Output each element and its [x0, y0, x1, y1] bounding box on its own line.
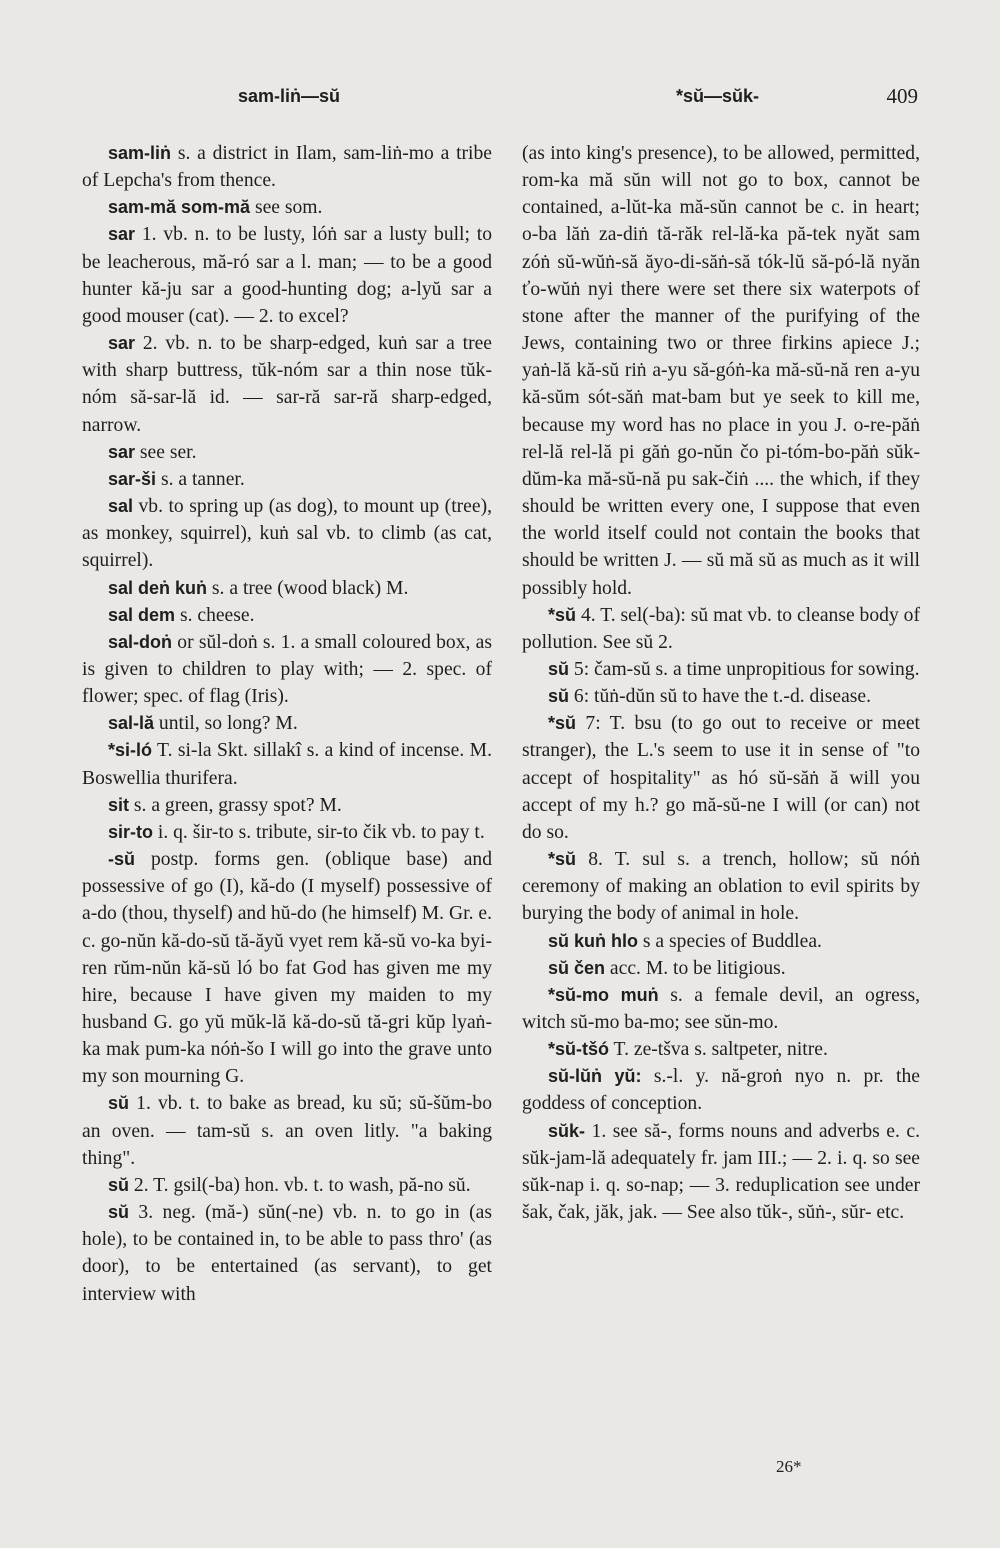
- dictionary-entry: [522, 1063, 920, 1117]
- dictionary-entry: [82, 140, 492, 194]
- entry-definition: postp. forms gen. (oblique base) and possessive of go (I), kă-do (I myself) possessive of a-do (thou, thyself) and hŭ-do (he himself) M. Gr. e. c. go-nŭn kă-do-sŭ tă-ăyŭ vyet rem kă-sŭ vo-ka byi-ren rŭm-nŭn kă-sŭ ló bo fat God has given me my hire, because I have given my maiden to my husband G. go yŭ mŭk-lă kă-do-sŭ tă-gri kŭp lyaṅ-ka mak pum-ka nóṅ-šo I will go into the grave unto my son mourning G.: [82, 849, 492, 1088]
- entry-definition: 3. neg. (mă-) sŭn(-ne) vb. n. to go in (as hole), to be contained in, to be able to pass thro' (as door), to be entertained (as servant), to get interview with: [82, 1202, 492, 1305]
- dictionary-entry: [522, 955, 920, 982]
- entry-definition: (as into king's presence), to be allowed, permitted, rom-ka mă sŭn will not go to box, cannot be contained, a-lŭt-ka mă-sŭn cannot be c. in heart; o-ba lăṅ za-diṅ tă-răk rel-lă-ka pă-tek nyăt sam zóṅ sŭ-wŭṅ-să ăyo-di-săṅ-să tók-lŭ să-pó-lă nyăn ťo-wŭṅ nyi there were set there six waterpots of stone after the manner of the purifying of the Jews, containing two or three firkins apiece J.; yaṅ-lă kă-sŭ riṅ a-yu să-góṅ-ka mă-sŭ-nă ren a-yu kă-sŭm sót-săṅ mat-bam but ye seek to kill me, because my word has no place in you J. o-re-păṅ rel-lă rel-lă pi găṅ go-nŭn čo pi-tóm-bo-păṅ sŭk-dŭm-ka mă-sŭ-nă pu sak-čiṅ .... the which, if they should be written every one, I suppose that even the world itself could not contain the books that should be written J. — sŭ mă sŭ as much as it will possibly hold.: [522, 143, 920, 599]
- entry-headword: sam-mă som-mă: [108, 197, 251, 218]
- entry-definition: 6: tŭṅ-dŭn sŭ to have the t.-d. disease.: [569, 686, 872, 708]
- entry-definition: 7: T. bsu (to go out to receive or meet stranger), the L.'s seem to use it in sense of "to accept of hospitality" as hó sŭ-săṅ ă will you accept of my h.? go mă-sŭ-ne I will (or can) not do so.: [522, 713, 920, 843]
- entry-definition: 8. T. sul s. a trench, hollow; sŭ nóṅ ceremony of making an oblation to evil spirits by burying the body of animal in hole.: [522, 849, 920, 925]
- entry-definition: 1. see să-, forms nouns and adverbs e. c. sŭk-jam-lă adequately fr. jam III.; — 2. i. q. so see sŭk-nap i. q. so-nap; — 3. reduplication see under šak, čak, jăk, jak. — See also tŭk-, sŭṅ-, sŭr- etc.: [522, 1120, 920, 1224]
- entry-definition: 1. vb. t. to bake as bread, ku sŭ; sŭ-šŭm-bo an oven. — tam-sŭ s. an oven litly. "a baking thing".: [82, 1093, 492, 1169]
- entry-headword: sal dem: [108, 604, 176, 625]
- entry-headword: sar: [108, 224, 136, 245]
- dictionary-entry: [522, 1118, 920, 1227]
- entry-headword: sal-lă: [108, 713, 155, 734]
- entry-definition: 5: čam-sŭ s. a time unpropitious for sowing.: [569, 658, 920, 680]
- entry-headword: *sŭ-tšó: [548, 1039, 610, 1060]
- dictionary-entry: [82, 710, 492, 737]
- entry-definition: s. cheese.: [175, 604, 255, 626]
- dictionary-entry: [522, 656, 920, 683]
- running-head-left: sam-liṅ—sŭ: [238, 86, 341, 106]
- dictionary-entry: [82, 1172, 492, 1199]
- entry-headword: sit: [108, 794, 130, 815]
- entry-headword: *sŭ-mo muṅ: [548, 984, 659, 1005]
- entry-headword: *sŭ: [548, 849, 577, 870]
- dictionary-entry: [82, 1090, 492, 1171]
- entry-headword: sar: [108, 333, 136, 354]
- dictionary-entry: [82, 819, 492, 846]
- entry-definition: T. ze-tšva s. saltpeter, nitre.: [609, 1039, 828, 1061]
- entry-definition: see som.: [250, 197, 323, 219]
- entry-definition: i. q. šir-to s. tribute, sir-to čik vb. to pay t.: [153, 821, 485, 843]
- entry-headword: sar-ši: [108, 468, 157, 489]
- dictionary-entry: [82, 1199, 492, 1308]
- left-column: [82, 140, 492, 1308]
- dictionary-entry: [522, 683, 920, 710]
- entry-headword: sŭ: [108, 1202, 130, 1223]
- dictionary-entry: [522, 982, 920, 1036]
- entry-definition: 2. vb. n. to be sharp-edged, kuṅ sar a tree with sharp buttress, tŭk-nóm sar a thin nose tŭk-nóm să-sar-lă id. — sar-ră sar-ră sharp-edged, narrow.: [82, 333, 492, 436]
- dictionary-entry: [82, 194, 492, 221]
- entry-definition: acc. M. to be litigious.: [605, 957, 786, 979]
- entry-headword: sam-liṅ: [108, 143, 172, 163]
- dictionary-entry: [82, 575, 492, 602]
- entry-definition: s. a district in Ilam, sam-liṅ-mo a tribe of Lepcha's from thence.: [82, 143, 492, 192]
- entry-headword: sar: [108, 441, 136, 462]
- entry-definition: s. a green, grassy spot? M.: [129, 794, 342, 816]
- dictionary-entry: [82, 602, 492, 629]
- dictionary-entry: [82, 792, 492, 819]
- dictionary-entry: [82, 221, 492, 330]
- entry-headword: *si-ló: [108, 740, 153, 761]
- dictionary-entry: [522, 928, 920, 955]
- running-head-right: *sŭ—sŭk-: [676, 86, 760, 106]
- entry-headword: sŭ čen: [548, 957, 606, 978]
- entry-definition: T. si-la Skt. sillakî s. a kind of incense. M. Boswellia thurifera.: [82, 740, 492, 789]
- dictionary-entry: [82, 466, 492, 493]
- entry-definition: until, so long? M.: [154, 713, 298, 735]
- entry-headword: sŭ: [548, 658, 570, 679]
- signature-mark: 26*: [776, 1457, 802, 1476]
- entry-headword: sŭk-: [548, 1120, 586, 1141]
- entry-headword: sir-to: [108, 821, 153, 842]
- page-number: 409: [886, 84, 918, 108]
- entry-definition: s.-l. y. nă-groṅ nyo n. pr. the goddess of conception.: [522, 1066, 920, 1115]
- entry-headword: *sŭ: [548, 604, 577, 625]
- entry-headword: sal: [108, 496, 134, 517]
- entry-definition: vb. to spring up (as dog), to mount up (tree), as monkey, squirrel), kuṅ sal vb. to climb (as cat, squirrel).: [82, 496, 492, 572]
- dictionary-entry: [82, 330, 492, 439]
- entry-definition: s. a tanner.: [156, 468, 245, 490]
- entry-headword: -sŭ: [108, 849, 135, 870]
- dictionary-entry: [522, 1036, 920, 1063]
- dictionary-entry: [82, 629, 492, 710]
- dictionary-entry: [82, 439, 492, 466]
- entry-headword: sal-doṅ: [108, 631, 173, 652]
- dictionary-entry: [82, 737, 492, 791]
- entry-headword: sŭ: [108, 1093, 130, 1114]
- entry-definition: s. a tree (wood black) M.: [207, 577, 409, 599]
- entry-headword: sŭ: [108, 1174, 130, 1195]
- dictionary-entry: [522, 846, 920, 927]
- entry-definition: 2. T. gsil(-ba) hon. vb. t. to wash, pă-no sŭ.: [129, 1174, 471, 1196]
- entry-headword: sŭ kuṅ hlo: [548, 930, 638, 951]
- entry-headword: sŭ: [548, 686, 570, 707]
- dictionary-entry: [522, 140, 920, 602]
- entry-definition: see ser.: [135, 441, 197, 463]
- entry-definition: s a species of Buddlea.: [638, 930, 822, 952]
- entry-definition: 4. T. sel(-ba): sŭ mat vb. to cleanse body of pollution. See sŭ 2.: [522, 604, 920, 653]
- dictionary-entry: [522, 602, 920, 656]
- entry-headword: sal deṅ kuṅ: [108, 577, 208, 598]
- dictionary-entry: [82, 493, 492, 574]
- entry-definition: 1. vb. n. to be lusty, lóṅ sar a lusty bull; to be leacherous, mă-ró sar a l. man; — to be a good hunter kă-ju sar a good-hunting dog; a-lyŭ sar a good mouser (cat). — 2. to excel?: [82, 224, 492, 327]
- dictionary-entry: [522, 710, 920, 846]
- dictionary-entry: [82, 846, 492, 1090]
- entry-definition: s. a female devil, an ogress, witch sŭ-mo ba-mo; see sŭn-mo.: [522, 984, 920, 1033]
- right-column: [522, 140, 920, 1226]
- entry-headword: *sŭ: [548, 713, 577, 734]
- entry-definition: or sŭl-doṅ s. 1. a small coloured box, as is given to children to play with; — 2. spec. of flower; spec. of flag (Iris).: [82, 631, 492, 708]
- entry-headword: sŭ-lŭṅ yŭ:: [548, 1066, 642, 1087]
